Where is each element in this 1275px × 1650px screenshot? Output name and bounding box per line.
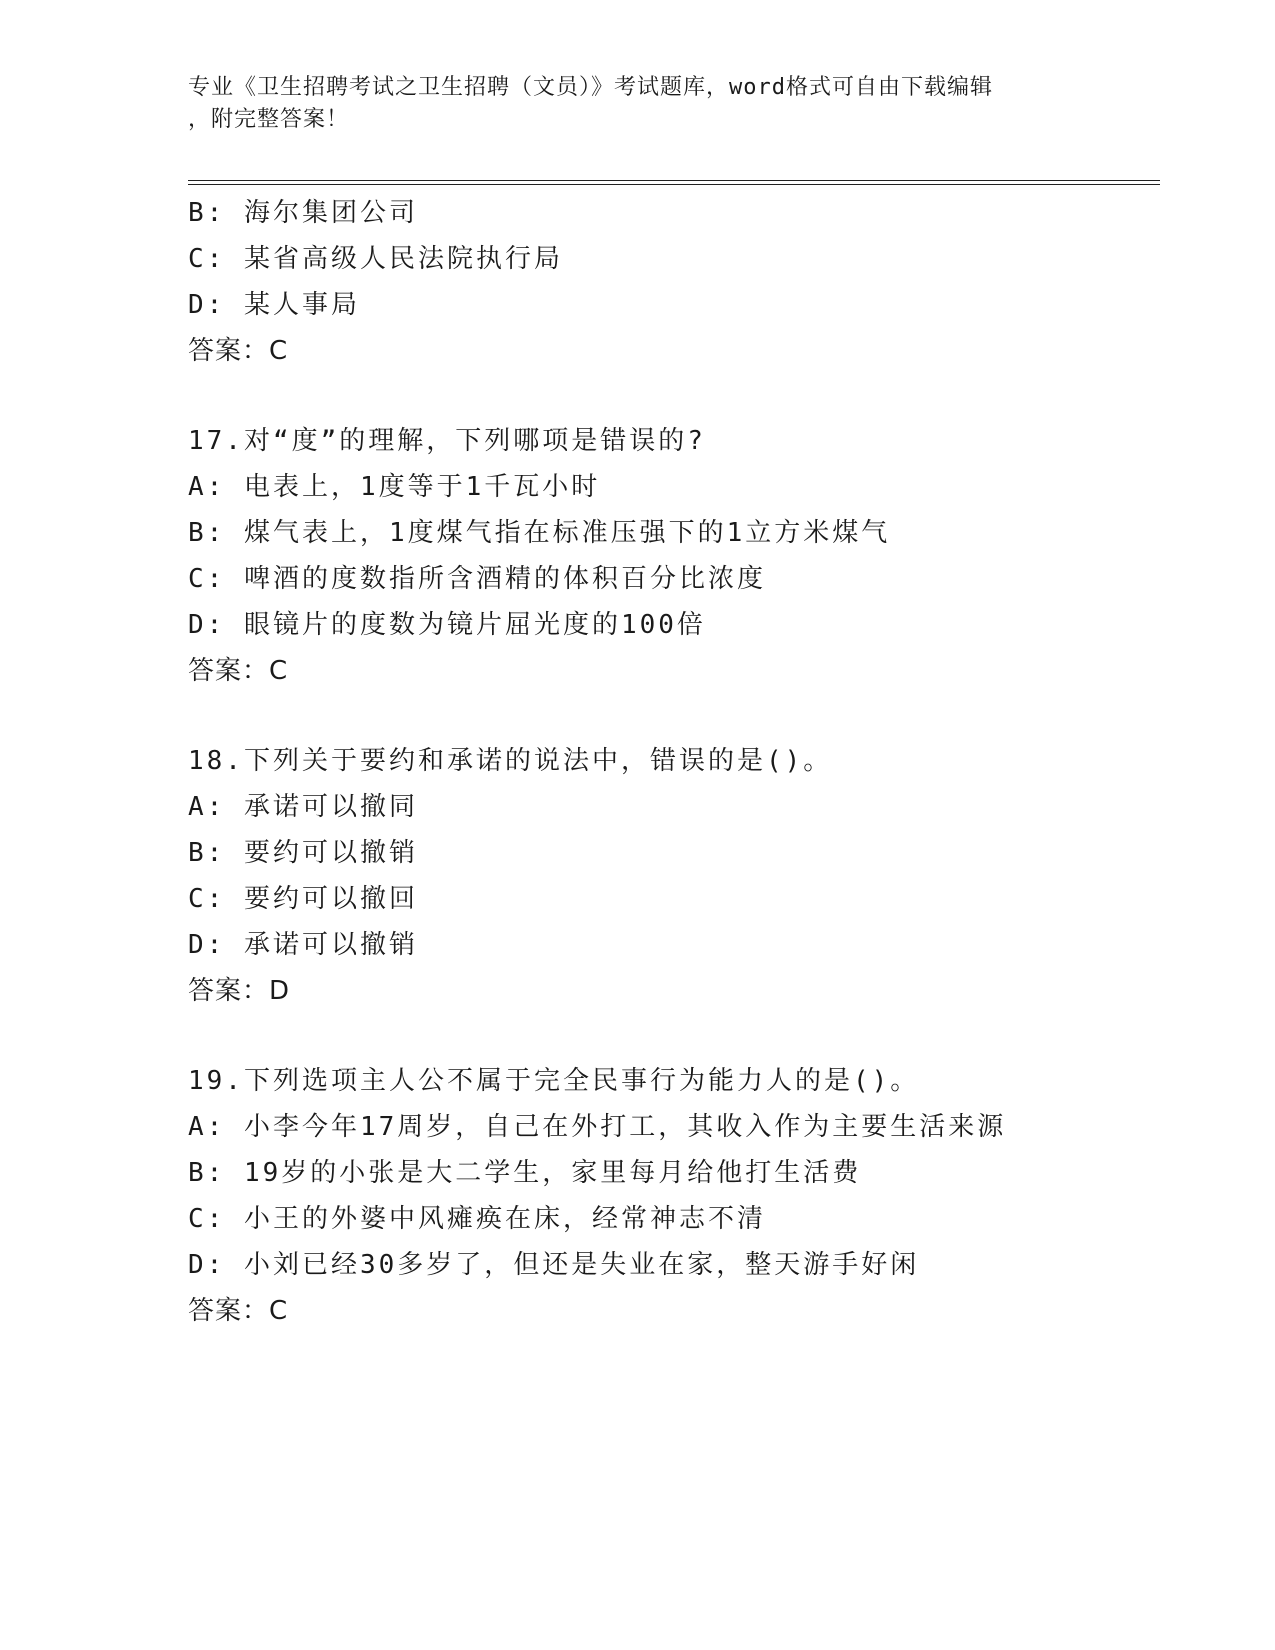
option-d: D: 承诺可以撤销: [188, 930, 418, 960]
option-c: C: 某省高级人民法院执行局: [188, 244, 563, 274]
option-c: C: 要约可以撤回: [188, 884, 418, 914]
option-a: A: 承诺可以撤同: [188, 792, 418, 822]
question-list: [188, 190, 1148, 1334]
option-c: C: 啤酒的度数指所含酒精的体积百分比浓度: [188, 564, 766, 594]
question-text: 19.下列选项主人公不属于完全民事行为能力人的是()。: [188, 1066, 920, 1096]
header-divider-top: [188, 180, 1160, 181]
option-d: D: 小刘已经30多岁了，但还是失业在家，整天游手好闲: [188, 1250, 920, 1280]
document-header: [188, 72, 1088, 136]
option-a: A: 电表上，1度等于1千瓦小时: [188, 472, 601, 502]
header-divider-bottom: [188, 184, 1160, 185]
option-d: D: 眼镜片的度数为镜片屈光度的100倍: [188, 610, 706, 640]
question-text: 17.对“度”的理解，下列哪项是错误的?: [188, 426, 706, 456]
option-c: C: 小王的外婆中风瘫痪在床，经常神志不清: [188, 1204, 766, 1234]
option-a: A: 小李今年17周岁，自己在外打工，其收入作为主要生活来源: [188, 1112, 1007, 1142]
option-d: D: 某人事局: [188, 290, 360, 320]
header-line-2: ，附完整答案！: [188, 107, 350, 132]
option-b: B: 煤气表上，1度煤气指在标准压强下的1立方米煤气: [188, 518, 891, 548]
option-b: B: 要约可以撤销: [188, 838, 418, 868]
answer-line: 答案：C: [188, 1296, 289, 1326]
option-b: B: 19岁的小张是大二学生，家里每月给他打生活费: [188, 1158, 862, 1188]
question-18-block: [188, 738, 1148, 1014]
question-16-block: [188, 190, 1148, 374]
option-b: B: 海尔集团公司: [188, 198, 418, 228]
answer-line: 答案：C: [188, 336, 289, 366]
answer-line: 答案：D: [188, 976, 291, 1006]
header-line-1: 专业《卫生招聘考试之卫生招聘（文员）》考试题库，word格式可自由下载编辑: [188, 75, 993, 100]
question-text: 18.下列关于要约和承诺的说法中，错误的是()。: [188, 746, 833, 776]
question-19-block: [188, 1058, 1148, 1334]
question-17-block: [188, 418, 1148, 694]
answer-line: 答案：C: [188, 656, 289, 686]
